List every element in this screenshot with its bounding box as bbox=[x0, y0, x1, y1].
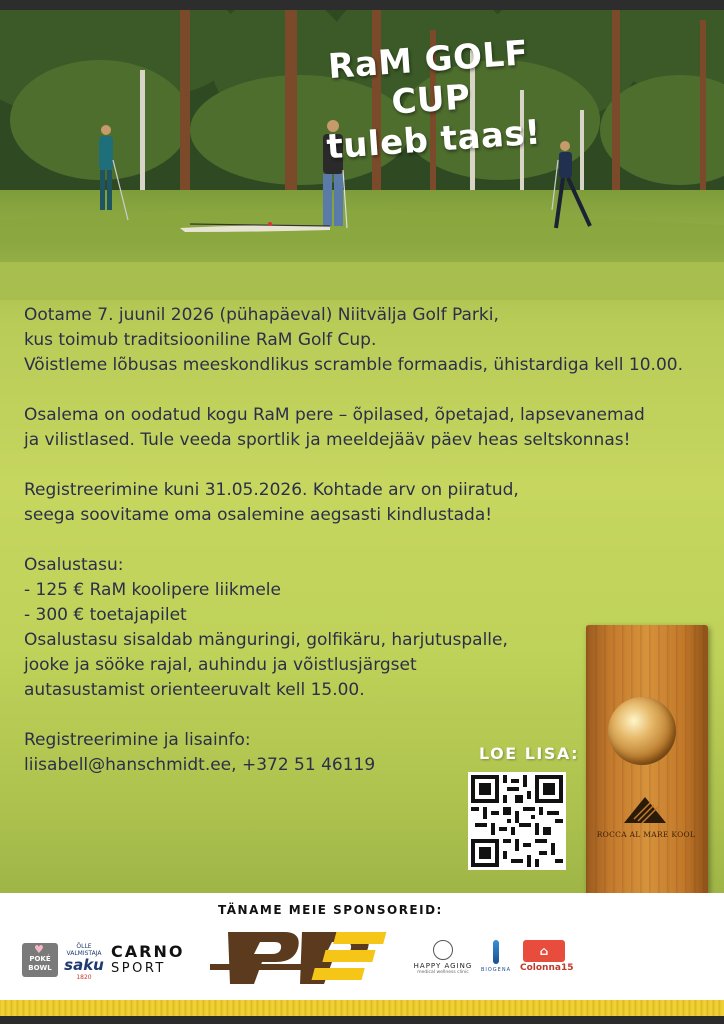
text-line: Ootame 7. juunil 2026 (pühapäeval) Niitvälja Golf Parki, bbox=[24, 305, 499, 325]
colonna-icon: ⌂ bbox=[523, 940, 565, 962]
lawn-fade bbox=[0, 240, 724, 300]
sponsor-happy-aging bbox=[408, 940, 478, 975]
text-line: seega soovitame oma osalemine aegsasti kindlustada! bbox=[24, 505, 493, 525]
text-line: autasustamist orienteeruvalt kell 15.00. bbox=[24, 680, 365, 700]
paragraph-fee bbox=[24, 553, 674, 703]
golf-ball-icon bbox=[608, 697, 676, 765]
paragraph-event bbox=[24, 303, 683, 378]
text-line: kus toimub traditsiooniline RaM Golf Cup. bbox=[24, 330, 377, 350]
biogena-icon bbox=[493, 940, 499, 964]
text-line: Registreerimine kuni 31.05.2026. Kohtade arv on piiratud, bbox=[24, 480, 519, 500]
text-line: Osalema on oodatud kogu RaM pere – õpilased, õpetajad, lapsevanemad bbox=[24, 405, 645, 425]
saku-year: 1820 bbox=[76, 974, 92, 981]
bottom-bar bbox=[0, 1016, 724, 1024]
sponsor-poke-label: POKÉ BOWL bbox=[28, 955, 52, 972]
paragraph-audience bbox=[24, 403, 674, 453]
text-line: jooke ja sööke rajal, auhindu ja võistlusjärgset bbox=[24, 655, 417, 675]
contact-line[interactable]: liisabell@hanschmidt.ee, +372 51 46119 bbox=[24, 755, 376, 775]
sponsor-saku bbox=[64, 943, 104, 981]
invitation-text bbox=[24, 303, 683, 803]
text-line: Võistleme lõbusas meeskondlikus scramble formaadis, ühistardiga kell 10.00. bbox=[24, 355, 683, 375]
qr-code-icon bbox=[471, 775, 563, 867]
sponsor-biogena bbox=[480, 940, 512, 973]
text-line: Osalustasu: bbox=[24, 555, 124, 575]
carno-name: CARNO bbox=[111, 942, 185, 961]
sponsor-colonna bbox=[520, 940, 574, 973]
saku-tagline: ÕLLE VALMISTAJA bbox=[66, 943, 102, 957]
text-line: - 300 € toetajapilet bbox=[24, 605, 187, 625]
sponsor-carno-sport bbox=[111, 943, 191, 977]
happy-aging-tagline: medical wellness clinic bbox=[417, 970, 469, 975]
top-bar bbox=[0, 0, 724, 10]
paragraph-registration bbox=[24, 478, 674, 528]
text-line: Registreerimine ja lisainfo: bbox=[24, 730, 251, 750]
bottom-stripe bbox=[0, 1000, 724, 1016]
qr-code[interactable] bbox=[468, 772, 566, 870]
text-line: ja vilistlased. Tule veeda sportlik ja meeldejääv päev heas seltskonnas! bbox=[24, 430, 631, 450]
biogena-name: BIOGENA bbox=[480, 967, 512, 973]
sponsors-title: TÄNAME MEIE SPONSOREID: bbox=[218, 903, 443, 917]
sponsor-poke-bowl bbox=[22, 943, 58, 977]
poster-title bbox=[296, 31, 566, 169]
colonna-name: Colonna15 bbox=[520, 963, 574, 973]
text-line: Osalustasu sisaldab mänguringi, golfikäru, harjutuspalle, bbox=[24, 630, 508, 650]
happy-aging-icon bbox=[433, 940, 453, 960]
saku-name: saku bbox=[64, 956, 104, 974]
happy-aging-name: HAPPY AGING bbox=[413, 962, 473, 970]
heart-icon: ♥ bbox=[34, 943, 44, 956]
school-name: ROCCA AL MARE KOOL bbox=[596, 830, 696, 839]
rpe-logo-icon bbox=[206, 926, 390, 988]
text-line: - 125 € RaM koolipere liikmele bbox=[24, 580, 281, 600]
qr-label: LOE LISA: bbox=[479, 744, 579, 763]
school-logo-icon bbox=[620, 793, 670, 825]
title-line-2: tuleb taas! bbox=[325, 112, 543, 168]
carno-sport: SPORT bbox=[111, 961, 166, 976]
title-line-1: RaM GOLF CUP bbox=[326, 33, 530, 123]
